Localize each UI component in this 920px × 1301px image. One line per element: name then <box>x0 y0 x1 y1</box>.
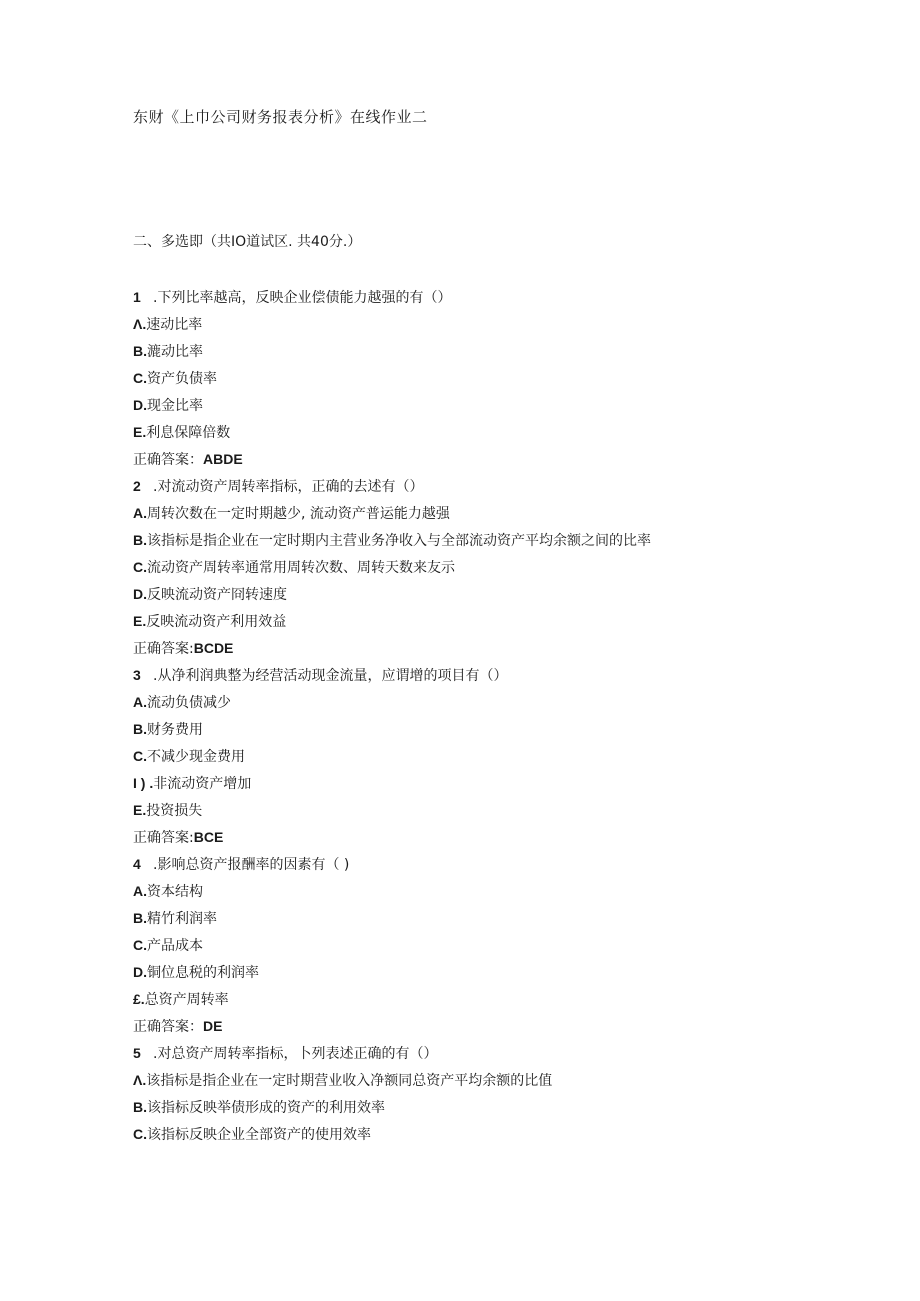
option-item <box>133 1121 853 1148</box>
question-stem <box>133 473 853 500</box>
option-text: 反映流动资产利用效益 <box>146 614 287 630</box>
answer-value: BCE <box>193 829 224 845</box>
option-prefix: C. <box>133 1126 147 1142</box>
option-item <box>133 419 853 446</box>
answer-value: ABDE <box>203 451 243 467</box>
option-text: 产品成本 <box>147 938 203 954</box>
answer-label: 正确答案: <box>133 641 194 657</box>
option-text: 流动负债减少 <box>147 695 231 711</box>
option-item <box>133 689 853 716</box>
answer-label: 正确答案: <box>133 830 194 846</box>
option-prefix: C. <box>133 559 147 575</box>
option-item <box>133 959 853 986</box>
option-prefix: £. <box>133 991 145 1007</box>
option-text: 漉动比率 <box>147 344 203 360</box>
option-prefix: E. <box>133 613 147 629</box>
option-prefix: B. <box>133 343 147 359</box>
option-text: 该指标反映企业全部资产的使用效率 <box>147 1127 371 1143</box>
question-stem <box>133 662 853 689</box>
option-text: 不减少现金费用 <box>147 749 245 765</box>
option-item <box>133 581 853 608</box>
option-text: 资产负债率 <box>147 371 217 387</box>
option-item <box>133 905 853 932</box>
option-prefix: E. <box>133 802 147 818</box>
option-prefix: E. <box>133 424 147 440</box>
option-prefix: B. <box>133 721 147 737</box>
document-title: 东财《上巾公司财务报表分析》在线作业二 <box>133 108 428 126</box>
option-text: 该指标是指企业在一定时期营业收入净额同总资产平均余额的比值 <box>146 1073 553 1089</box>
option-text: 速动比率 <box>146 317 203 333</box>
option-prefix: Λ. <box>133 316 147 332</box>
option-prefix: D. <box>133 397 147 413</box>
question-text: .从净利润典整为经营活动现金流量，应谓增的项目有（） <box>153 668 508 684</box>
option-item <box>133 986 853 1013</box>
option-item <box>133 932 853 959</box>
option-text: 财务费用 <box>147 722 203 738</box>
option-text: 现金比率 <box>147 398 203 414</box>
option-text: 资本结构 <box>147 884 203 900</box>
option-item <box>133 338 853 365</box>
answer-value: DE <box>203 1018 223 1034</box>
option-prefix: A. <box>133 883 147 899</box>
question-stem <box>133 851 853 878</box>
option-item <box>133 1094 853 1121</box>
answer-line <box>133 1013 853 1040</box>
question-number: 4 <box>133 856 141 872</box>
answer-line <box>133 446 853 473</box>
question-text: .影响总资产报酬率的因素有（ ) <box>153 857 350 873</box>
option-item <box>133 608 853 635</box>
option-text: 利息保障倍数 <box>146 425 231 441</box>
question-number: 3 <box>133 667 141 683</box>
option-item <box>133 527 853 554</box>
option-text: 总资产周转率 <box>144 992 229 1008</box>
option-item <box>133 500 853 527</box>
option-prefix: A. <box>133 505 147 521</box>
option-text: 反映流动资产冏转速度 <box>147 587 287 603</box>
option-item <box>133 770 853 797</box>
answer-value: BCDE <box>193 640 234 656</box>
option-prefix: A. <box>133 694 147 710</box>
option-text: 精竹利润率 <box>147 911 217 927</box>
question-text: .对总资产周转率指标，卜列表述正确的有（） <box>153 1046 438 1062</box>
answer-label: 正确答案： <box>133 1019 203 1035</box>
question-stem <box>133 1040 853 1067</box>
option-item <box>133 365 853 392</box>
option-item <box>133 392 853 419</box>
option-prefix: C. <box>133 748 147 764</box>
option-prefix: C. <box>133 937 147 953</box>
answer-label: 正确答案： <box>133 452 203 468</box>
option-prefix: D. <box>133 586 147 602</box>
option-prefix: Λ. <box>133 1072 147 1088</box>
option-item <box>133 878 853 905</box>
answer-line <box>133 824 853 851</box>
option-prefix: D. <box>133 964 147 980</box>
question-number: 1 <box>133 289 141 305</box>
option-item <box>133 797 853 824</box>
option-text: 铜位息税的利润率 <box>147 965 259 981</box>
option-prefix: B. <box>133 532 147 548</box>
option-item <box>133 1067 853 1094</box>
question-stem <box>133 284 853 311</box>
answer-line <box>133 635 853 662</box>
option-item <box>133 311 853 338</box>
option-prefix: C. <box>133 370 147 386</box>
option-text: 非流动资产增加 <box>153 776 252 792</box>
question-text: .对流动资产周转率指标，正确的去述有（） <box>153 479 424 495</box>
option-text: 该指标是指企业在一定时期内主营业务净收入与全部流动资产平均余额之间的比率 <box>147 533 651 549</box>
question-list <box>133 284 853 1148</box>
section-heading: 二、多选即（共IO道试区. 共40分.） <box>133 234 362 250</box>
option-text: 投资损失 <box>146 803 203 819</box>
option-prefix: I ) . <box>133 775 154 791</box>
option-text: 流动资产周转率通常用周转次数、周转天数来友示 <box>147 560 455 576</box>
option-text: 该指标反映举债形成的资产的利用效率 <box>147 1100 385 1116</box>
option-item <box>133 554 853 581</box>
option-item <box>133 716 853 743</box>
option-item <box>133 743 853 770</box>
option-prefix: B. <box>133 1099 147 1115</box>
option-text: 周转次数在一定时期越少, 流动资产普运能力越强 <box>147 506 450 522</box>
question-number: 2 <box>133 478 141 494</box>
question-text: .下列比率越高，反映企业偿债能力越强的有（） <box>153 290 452 306</box>
option-prefix: B. <box>133 910 147 926</box>
question-number: 5 <box>133 1045 141 1061</box>
